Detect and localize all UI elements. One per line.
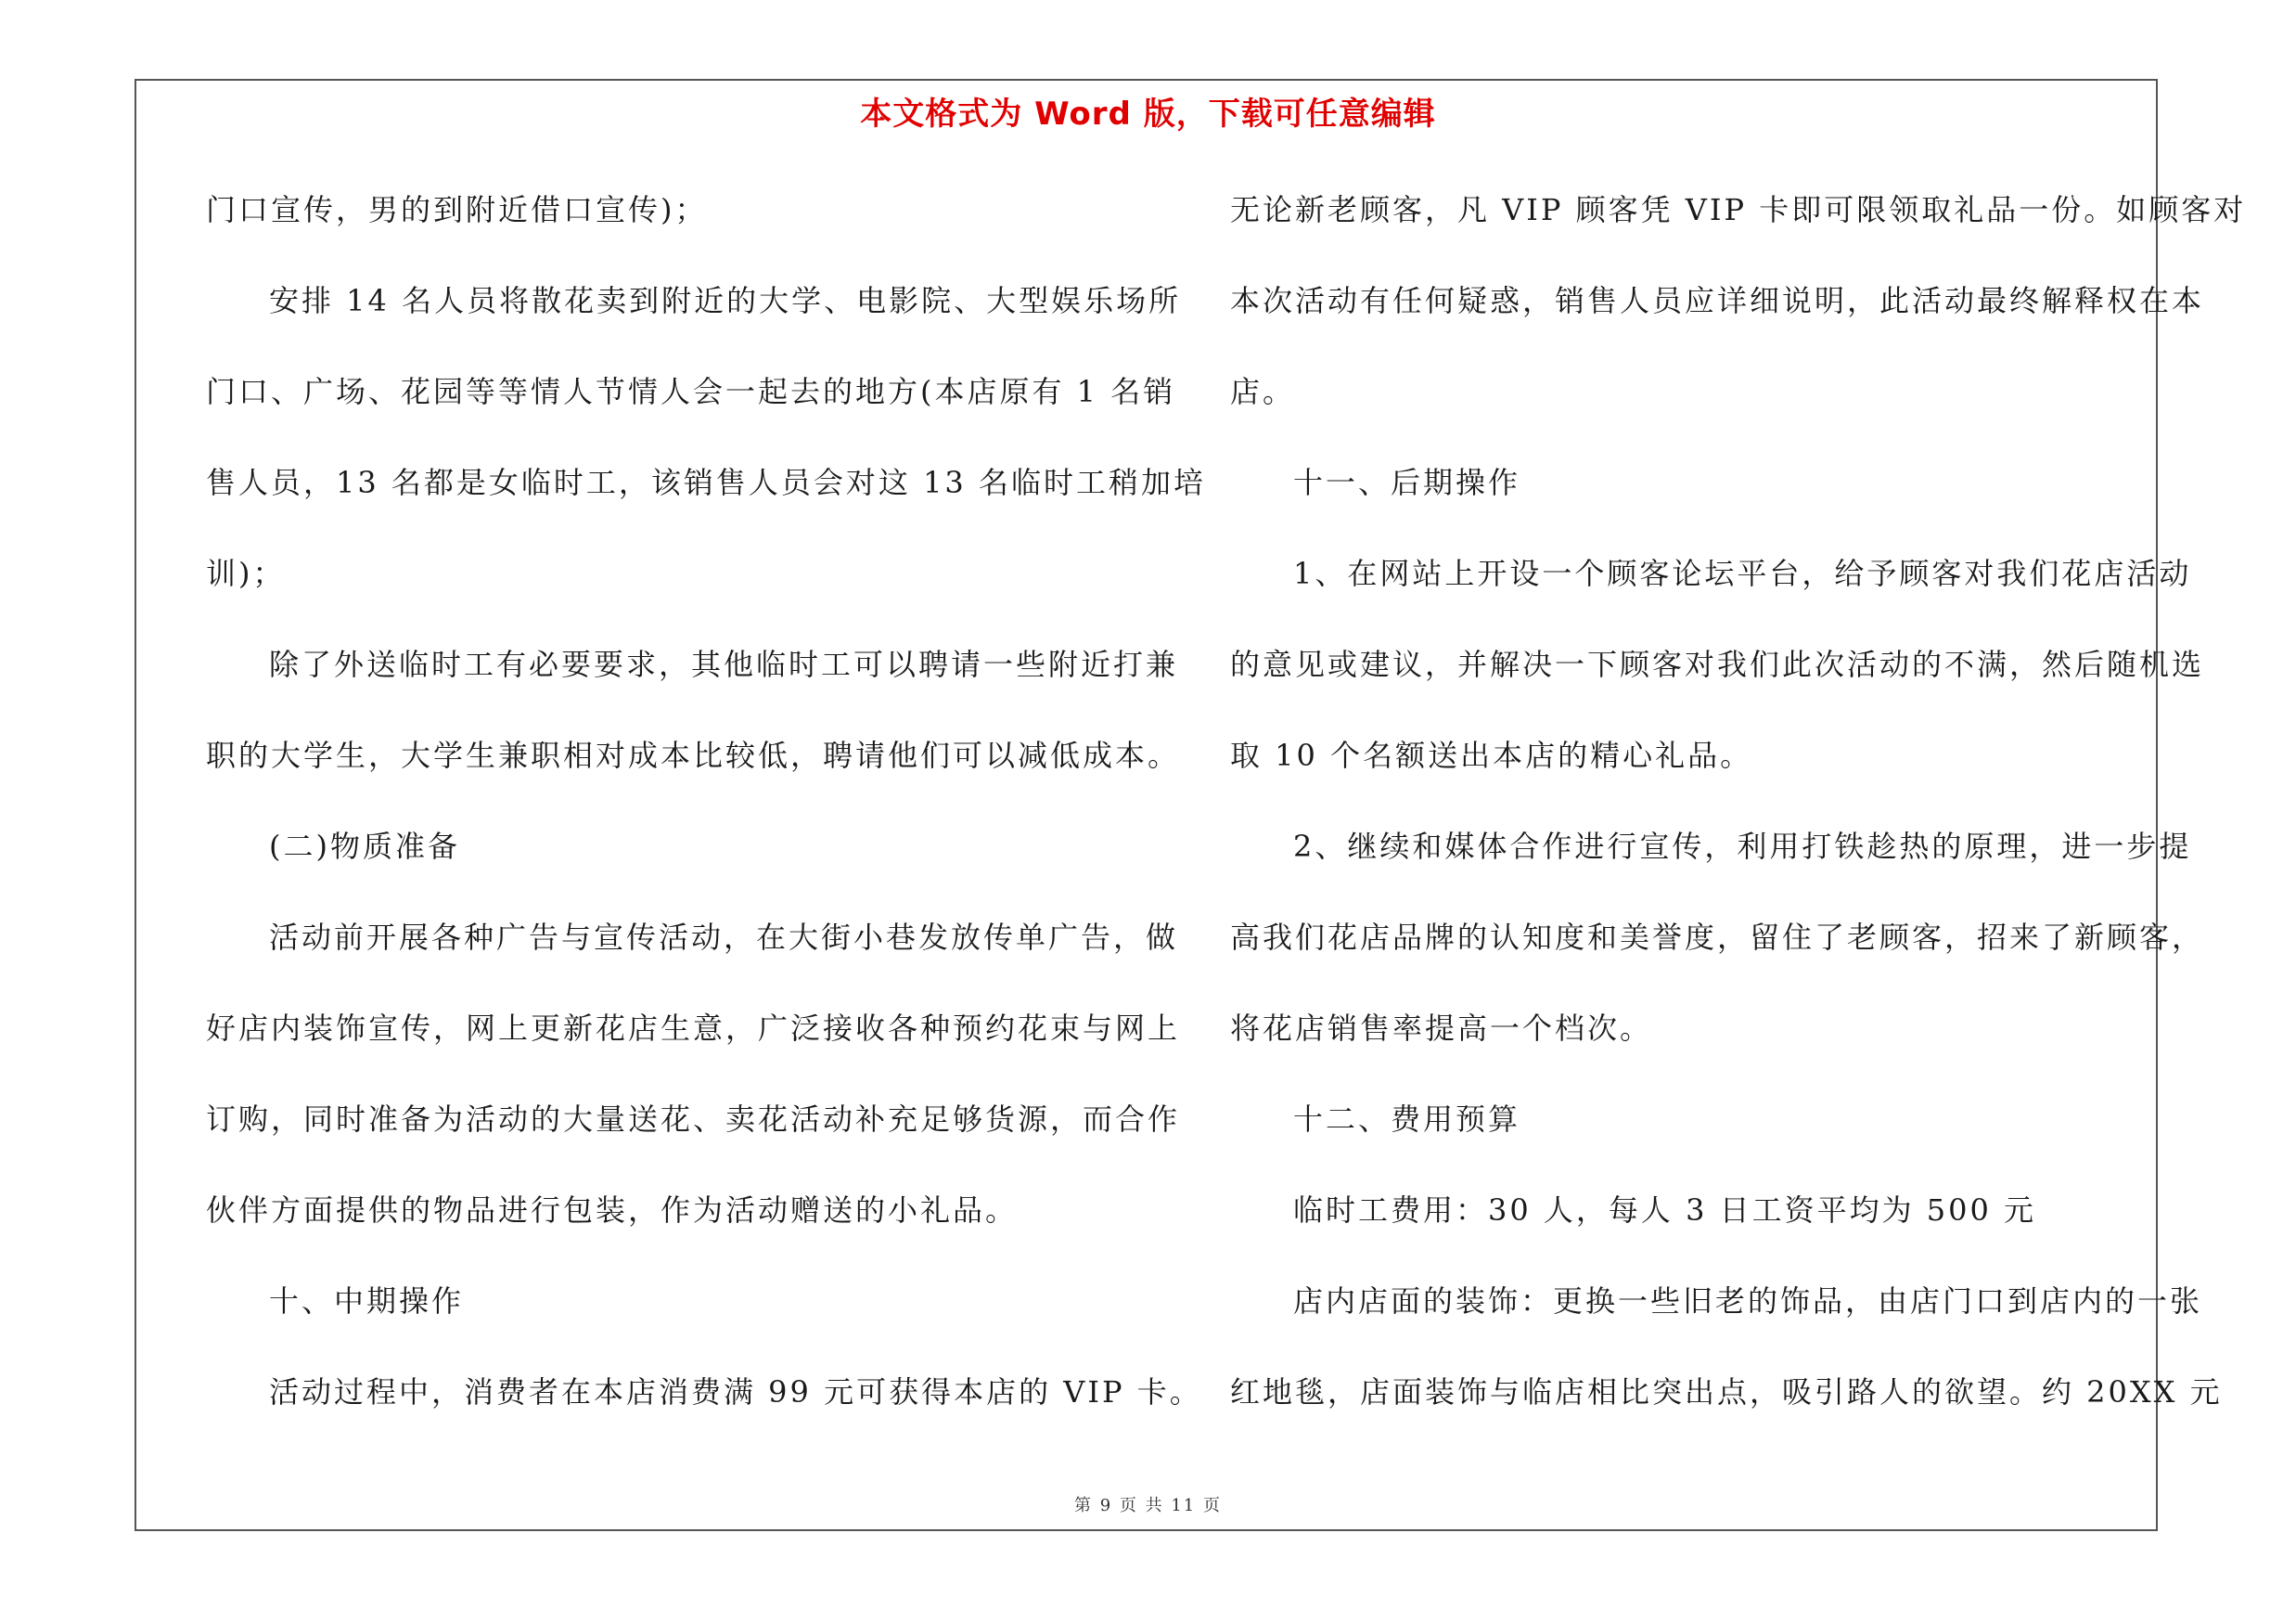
- text-line: 活动过程中，消费者在本店消费满 99 元可获得本店的 VIP 卡。: [269, 1374, 1202, 1410]
- section-heading: (二)物质准备: [269, 829, 460, 864]
- text-line: 活动前开展各种广告与宣传活动，在大街小巷发放传单广告，做: [269, 920, 1179, 955]
- text-line: 高我们花店品牌的认知度和美誉度，留住了老顾客，招来了新顾客，: [1230, 920, 2205, 955]
- text-line: 除了外送临时工有必要要求，其他临时工可以聘请一些附近打兼: [269, 647, 1179, 682]
- section-heading: 十、中期操作: [269, 1283, 465, 1319]
- text-line: 店内店面的装饰：更换一些旧老的饰品，由店门口到店内的一张: [1293, 1283, 2203, 1319]
- text-line: 红地毯，店面装饰与临店相比突出点，吸引路人的欲望。约 20XX 元: [1230, 1374, 2223, 1410]
- text-line: 1、在网站上开设一个顾客论坛平台，给予顾客对我们花店活动: [1293, 556, 2192, 591]
- page-number: 第 9 页 共 11 页: [1074, 1496, 1222, 1515]
- text-line: 取 10 个名额送出本店的精心礼品。: [1230, 738, 1753, 773]
- section-heading: 十二、费用预算: [1293, 1101, 1521, 1137]
- text-line: 无论新老顾客，凡 VIP 顾客凭 VIP 卡即可限领取礼品一份。如顾客对: [1230, 192, 2247, 227]
- left-column: [206, 181, 1206, 1454]
- section-heading: 十一、后期操作: [1293, 465, 1521, 500]
- text-line: 临时工费用：30 人，每人 3 日工资平均为 500 元: [1293, 1192, 2037, 1228]
- text-line: 2、继续和媒体合作进行宣传，利用打铁趁热的原理，进一步提: [1293, 829, 2192, 864]
- right-column: [1230, 181, 2247, 1454]
- text-line: 好店内装饰宣传，网上更新花店生意，广泛接收各种预约花束与网上: [206, 1011, 1181, 1046]
- text-line: 的意见或建议，并解决一下顾客对我们此次活动的不满，然后随机选: [1230, 647, 2205, 682]
- text-line: 伙伴方面提供的物品进行包装，作为活动赠送的小礼品。: [206, 1192, 1019, 1228]
- text-line: 订购，同时准备为活动的大量送花、卖花活动补充足够货源，而合作: [206, 1101, 1181, 1137]
- text-line: 门口宣传，男的到附近借口宣传)；: [206, 192, 708, 227]
- format-banner: 本文格式为 Word 版，下载可任意编辑: [860, 96, 1436, 133]
- text-line: 门口、广场、花园等等情人节情人会一起去的地方(本店原有 1 名销: [206, 374, 1176, 409]
- text-line: 本次活动有任何疑惑，销售人员应详细说明，此活动最终解释权在本: [1230, 283, 2205, 318]
- text-line: 安排 14 名人员将散花卖到附近的大学、电影院、大型娱乐场所: [269, 283, 1182, 318]
- text-line: 将花店销售率提高一个档次。: [1230, 1011, 1653, 1046]
- text-line: 店。: [1230, 374, 1296, 409]
- text-line: 训)；: [206, 556, 286, 591]
- text-line: 售人员，13 名都是女临时工，该销售人员会对这 13 名临时工稍加培: [206, 465, 1206, 500]
- text-line: 职的大学生，大学生兼职相对成本比较低，聘请他们可以减低成本。: [206, 738, 1181, 773]
